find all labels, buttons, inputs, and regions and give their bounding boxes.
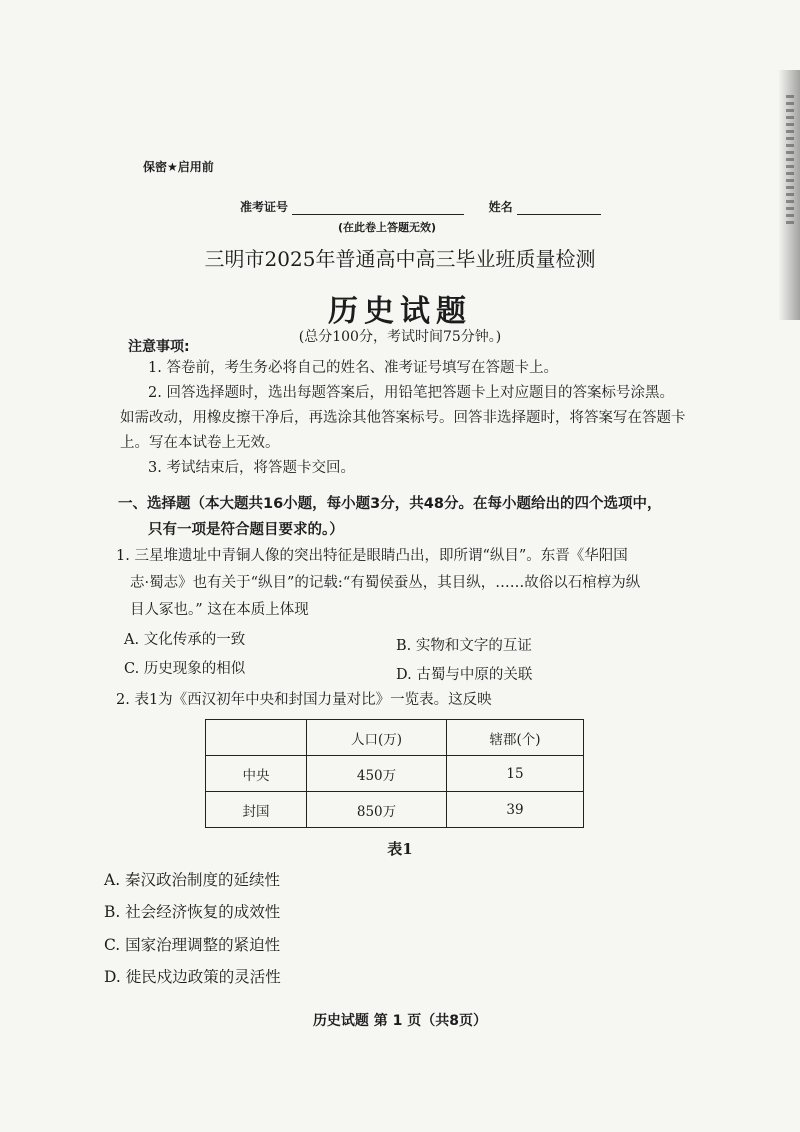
table-cell: 450万 — [307, 756, 447, 792]
name-line — [517, 201, 601, 215]
candidate-info-row — [240, 198, 601, 215]
table-header-cell: 辖郡(个) — [447, 720, 584, 756]
table-cell: 850万 — [307, 792, 447, 828]
question-2-option-b: B. 社会经济恢复的成效性 — [104, 903, 281, 921]
section-1-line-2: 只有一项是符合题目要求的。） — [148, 522, 344, 538]
question-1-option-a: A. 文化传承的一致 — [124, 632, 246, 648]
table-cell: 15 — [447, 756, 584, 792]
section-1-heading — [118, 491, 693, 543]
table-cell: 封国 — [206, 792, 307, 828]
question-2-stem: 2. 表1为《西汉初年中央和封国力量对比》一览表。这反映 — [116, 692, 492, 708]
ticket-number-label: 准考证号 — [240, 200, 289, 214]
question-2-option-d: D. 徙民戍边政策的灵活性 — [104, 968, 281, 986]
confidential-label: 保密★启用前 — [143, 160, 214, 174]
question-1-option-b: B. 实物和文字的互证 — [396, 638, 532, 654]
question-2-option-c: C. 国家治理调整的紧迫性 — [104, 936, 281, 954]
question-1-stem — [116, 543, 696, 624]
question-1-line-3: 目人冢也。” 这在本质上体现 — [130, 602, 309, 618]
name-label: 姓名 — [488, 200, 513, 214]
binding-edge-mark — [786, 95, 794, 225]
table-row — [206, 756, 584, 792]
table-cell: 中央 — [206, 756, 307, 792]
score-info: (总分100分，考试时间75分钟。) — [298, 329, 502, 345]
invalid-answer-note: (在此卷上答题无效) — [338, 221, 437, 234]
section-1-line-1: 一、选择题（本大题共16小题，每小题3分，共48分。在每小题给出的四个选项中， — [118, 496, 662, 512]
table-row — [206, 792, 584, 828]
table-cell: 39 — [447, 792, 584, 828]
exam-title: 三明市2025年普通高中高三毕业班质量检测 — [204, 247, 596, 271]
notice-heading: 注意事项: — [128, 339, 190, 355]
table-header-row — [206, 720, 584, 756]
question-1-line-2: 志·蜀志》也有关于“纵目”的记载:“有蜀侯蚕丛，其目纵，……故俗以石棺椁为纵 — [130, 575, 641, 591]
ticket-number-line — [292, 201, 464, 215]
question-2-option-a: A. 秦汉政治制度的延续性 — [104, 871, 281, 889]
question-2-table — [205, 719, 584, 828]
question-1-option-c: C. 历史现象的相似 — [124, 661, 246, 677]
table-caption: 表1 — [387, 840, 413, 858]
question-1-line-1: 1. 三星堆遗址中青铜人像的突出特征是眼睛凸出，即所谓“纵目”。东晋《华阳国 — [116, 548, 628, 564]
table-header-cell: 人口(万) — [307, 720, 447, 756]
notice-item-1: 1. 答卷前，考生务必将自己的姓名、准考证号填写在答题卡上。 — [148, 360, 558, 376]
table-header-cell — [206, 720, 307, 756]
subject-title: 历史试题 — [328, 294, 472, 329]
notice-item-2: 2. 回答选择题时，选出每题答案后，用铅笔把答题卡上对应题目的答案标号涂黑。如需改动，用橡皮擦干净后，再选涂其他答案标号。回答非选择题时，将答案写在答题卡上。写在本试卷上无效。 — [120, 385, 686, 451]
page-footer: 历史试题 第 1 页（共8页） — [312, 1013, 488, 1029]
notice-item-3: 3. 考试结束后，将答题卡交回。 — [148, 460, 355, 476]
question-1-option-d: D. 古蜀与中原的关联 — [396, 667, 533, 683]
